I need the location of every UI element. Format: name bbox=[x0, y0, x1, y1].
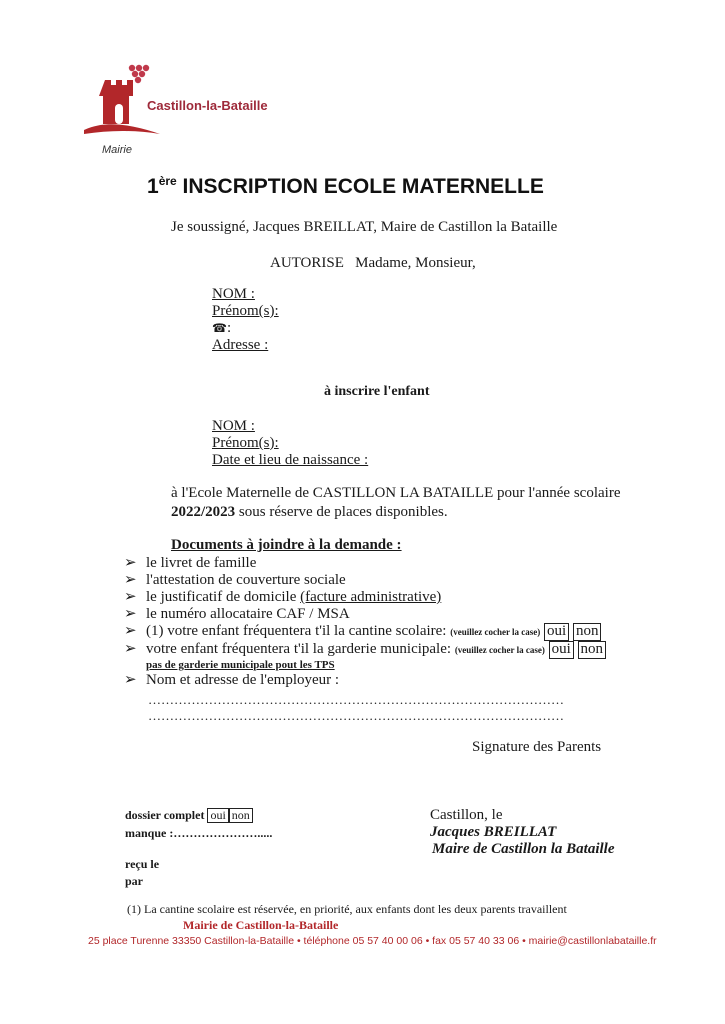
par-field: par bbox=[125, 874, 143, 888]
school-year-line bbox=[171, 504, 448, 521]
signature-parents: Signature des Parents bbox=[472, 739, 602, 755]
parent-fields bbox=[212, 286, 279, 354]
garderie-note: pas de garderie municipale pout les TPS bbox=[146, 659, 335, 671]
dossier-non-checkbox[interactable]: non bbox=[229, 808, 253, 823]
page-title bbox=[147, 174, 544, 199]
child-nom-label: NOM : bbox=[212, 418, 255, 434]
authorise-text: AUTORISE Madame, Monsieur, bbox=[270, 255, 476, 271]
cantine-oui-checkbox[interactable]: oui bbox=[544, 623, 569, 641]
logo-sub: Mairie bbox=[102, 144, 132, 156]
school-sentence: à l'Ecole Maternelle de CASTILLON LA BATAILLE pour l'année scolaire bbox=[171, 485, 621, 501]
documents-list bbox=[124, 555, 606, 689]
parent-prenom-label: Prénom(s): bbox=[212, 303, 279, 319]
dossier-label: dossier complet bbox=[125, 808, 205, 822]
employer-dots-line-1[interactable]: …………………………………………………………………………………… bbox=[148, 692, 564, 707]
list-item: ➢ le numéro allocataire CAF / MSA bbox=[124, 606, 350, 622]
footer-address: 25 place Turenne 33350 Castillon-la-Bataille • téléphone 05 57 40 00 06 • fax 05 57 40 33 06 • mairie@castillonlabataille.fr bbox=[88, 935, 657, 947]
arrow-bullet-icon: ➢ bbox=[124, 623, 137, 639]
list-item: ➢ le justificatif de domicile (facture administrative) bbox=[124, 589, 442, 605]
garderie-non-checkbox[interactable]: non bbox=[578, 641, 607, 659]
logo bbox=[80, 60, 300, 160]
arrow-bullet-icon: ➢ bbox=[124, 589, 137, 605]
footnote: (1) La cantine scolaire est réservée, en priorité, aux enfants dont les deux parents travaillent bbox=[127, 902, 567, 916]
manque-field: manque :…………………..... bbox=[125, 826, 273, 840]
mayor-role: Maire de Castillon la Bataille bbox=[432, 841, 615, 857]
employer-dots-line-2[interactable]: …………………………………………………………………………………… bbox=[148, 708, 564, 723]
dossier-complet-row bbox=[125, 808, 253, 823]
school-year-rest: sous réserve de places disponibles. bbox=[235, 504, 448, 520]
mayor-name: Jacques BREILLAT bbox=[430, 824, 557, 840]
arrow-bullet-icon: ➢ bbox=[124, 606, 137, 622]
child-prenom-label: Prénom(s): bbox=[212, 435, 279, 451]
title-prefix: 1 bbox=[147, 175, 159, 198]
parent-adresse-label: Adresse : bbox=[212, 337, 269, 353]
list-item: ➢ (1) votre enfant fréquentera t'il la cantine scolaire: (veuillez cocher la case) oui non bbox=[124, 623, 606, 641]
parent-phone-label: ☎: bbox=[212, 320, 232, 336]
mayor-place: Castillon, le bbox=[430, 807, 503, 823]
child-fields bbox=[212, 418, 368, 469]
logo-name: Castillon-la-Bataille bbox=[147, 98, 268, 113]
list-item: ➢ le livret de famille bbox=[124, 555, 257, 571]
phone-icon: ☎ bbox=[212, 321, 227, 335]
arrow-bullet-icon: ➢ bbox=[124, 672, 137, 688]
enrol-child-text: à inscrire l'enfant bbox=[324, 384, 430, 399]
parent-nom-label: NOM : bbox=[212, 286, 255, 302]
recu-le-field: reçu le bbox=[125, 857, 160, 871]
school-year: 2022/2023 bbox=[171, 504, 236, 520]
child-birth-label: Date et lieu de naissance : bbox=[212, 452, 369, 468]
arrow-bullet-icon: ➢ bbox=[124, 555, 137, 571]
garderie-oui-checkbox[interactable]: oui bbox=[549, 641, 574, 659]
title-main: INSCRIPTION ECOLE MATERNELLE bbox=[176, 175, 544, 198]
cantine-non-checkbox[interactable]: non bbox=[573, 623, 602, 641]
documents-heading: Documents à joindre à la demande : bbox=[171, 537, 402, 553]
intro-text: Je soussigné, Jacques BREILLAT, Maire de Castillon la Bataille bbox=[171, 219, 558, 235]
arrow-bullet-icon: ➢ bbox=[124, 572, 137, 588]
arrow-bullet-icon: ➢ bbox=[124, 641, 137, 657]
list-item: ➢ l'attestation de couverture sociale bbox=[124, 572, 346, 588]
list-item: ➢ Nom et adresse de l'employeur : bbox=[124, 672, 340, 688]
footer-org: Mairie de Castillon-la-Bataille bbox=[183, 918, 339, 932]
dossier-oui-checkbox[interactable]: oui bbox=[207, 808, 228, 823]
title-superscript: ère bbox=[158, 174, 177, 188]
list-item: ➢ votre enfant fréquentera t'il la garderie municipale: (veuillez cocher la case) oui non bbox=[124, 641, 606, 659]
